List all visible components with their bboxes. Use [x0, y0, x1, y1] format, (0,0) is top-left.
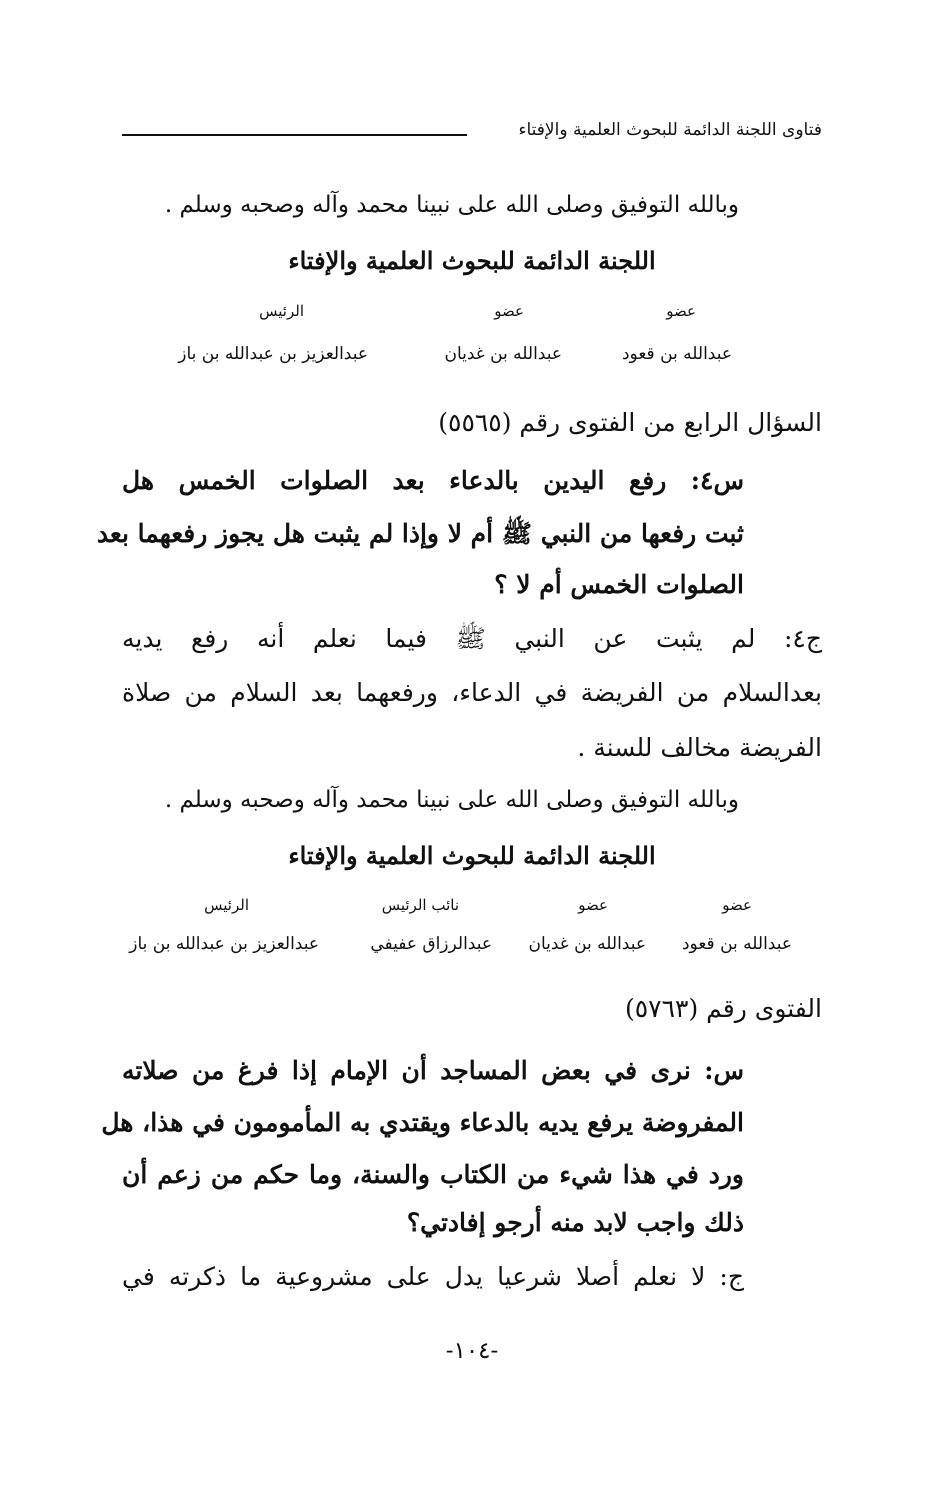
role-chairman: الرئيس — [259, 302, 304, 320]
signatory-2: عبدالله بن غديان — [444, 344, 562, 364]
committee-name-2: اللجنة الدائمة للبحوث العلمية والإفتاء — [288, 841, 656, 870]
running-header: فتاوى اللجنة الدائمة للبحوث العلمية والإفتاء — [518, 120, 822, 140]
question-line-6: ورد في هذا شيء من الكتاب والسنة، وما حكم من زعم أن — [122, 1160, 744, 1189]
closing-line-2: وبالله التوفيق وصلى الله على نبينا محمد وآله وصحبه وسلم . — [164, 787, 739, 813]
signatory-5: عبدالله بن غديان — [528, 934, 646, 954]
question-line-4: س: نرى في بعض المساجد أن الإمام إذا فرغ من صلاته — [122, 1056, 744, 1085]
question-line-3: الصلوات الخمس أم لا ؟ — [494, 570, 744, 599]
role-member-1: عضو — [666, 302, 696, 320]
fatwa-heading-5565: السؤال الرابع من الفتوى رقم (٥٥٦٥) — [438, 408, 822, 437]
header-rule — [122, 134, 467, 136]
signatory-1: عبدالله بن قعود — [621, 344, 732, 364]
answer-line-1: ج٤: لم يثبت عن النبي ﷺ فيما نعلم أنه رفع يديه — [122, 624, 822, 653]
fatwa-heading-5763: الفتوى رقم (٥٧٦٣) — [624, 994, 822, 1023]
signatory-3: عبدالعزيز بن عبدالله بن باز — [178, 344, 368, 364]
committee-name-1: اللجنة الدائمة للبحوث العلمية والإفتاء — [288, 246, 656, 275]
question-line-2: ثبت رفعها من النبي ﷺ أم لا وإذا لم يثبت هل يجوز رفعهما بعد — [96, 519, 744, 548]
question-line-5: المفروضة يرفع يديه بالدعاء ويقتدي به المأمومون في هذا، هل — [101, 1108, 744, 1137]
signatory-7: عبدالعزيز بن عبدالله بن باز — [129, 934, 319, 954]
closing-line-1: وبالله التوفيق وصلى الله على نبينا محمد وآله وصحبه وسلم . — [164, 192, 739, 218]
page-number: -١٠٤- — [445, 1338, 499, 1364]
role-member-3: عضو — [722, 896, 752, 914]
role-member-4: عضو — [578, 896, 608, 914]
role-vice-chairman: نائب الرئيس — [381, 896, 459, 914]
answer-line-2: بعدالسلام من الفريضة في الدعاء، ورفعهما بعد السلام من صلاة — [122, 678, 822, 707]
role-member-2: عضو — [494, 302, 524, 320]
role-chairman-2: الرئيس — [204, 896, 249, 914]
signatory-4: عبدالله بن قعود — [681, 934, 792, 954]
question-line-7: ذلك واجب لابد منه أرجو إفادتي؟ — [406, 1208, 744, 1237]
question-line-1: س٤: رفع اليدين بالدعاء بعد الصلوات الخمس هل — [122, 466, 744, 495]
answer-line-4: ج: لا نعلم أصلا شرعيا يدل على مشروعية ما ذكرته في — [122, 1262, 744, 1291]
answer-line-3: الفريضة مخالف للسنة . — [577, 733, 822, 762]
signatory-6: عبدالرزاق عفيفي — [370, 934, 492, 954]
